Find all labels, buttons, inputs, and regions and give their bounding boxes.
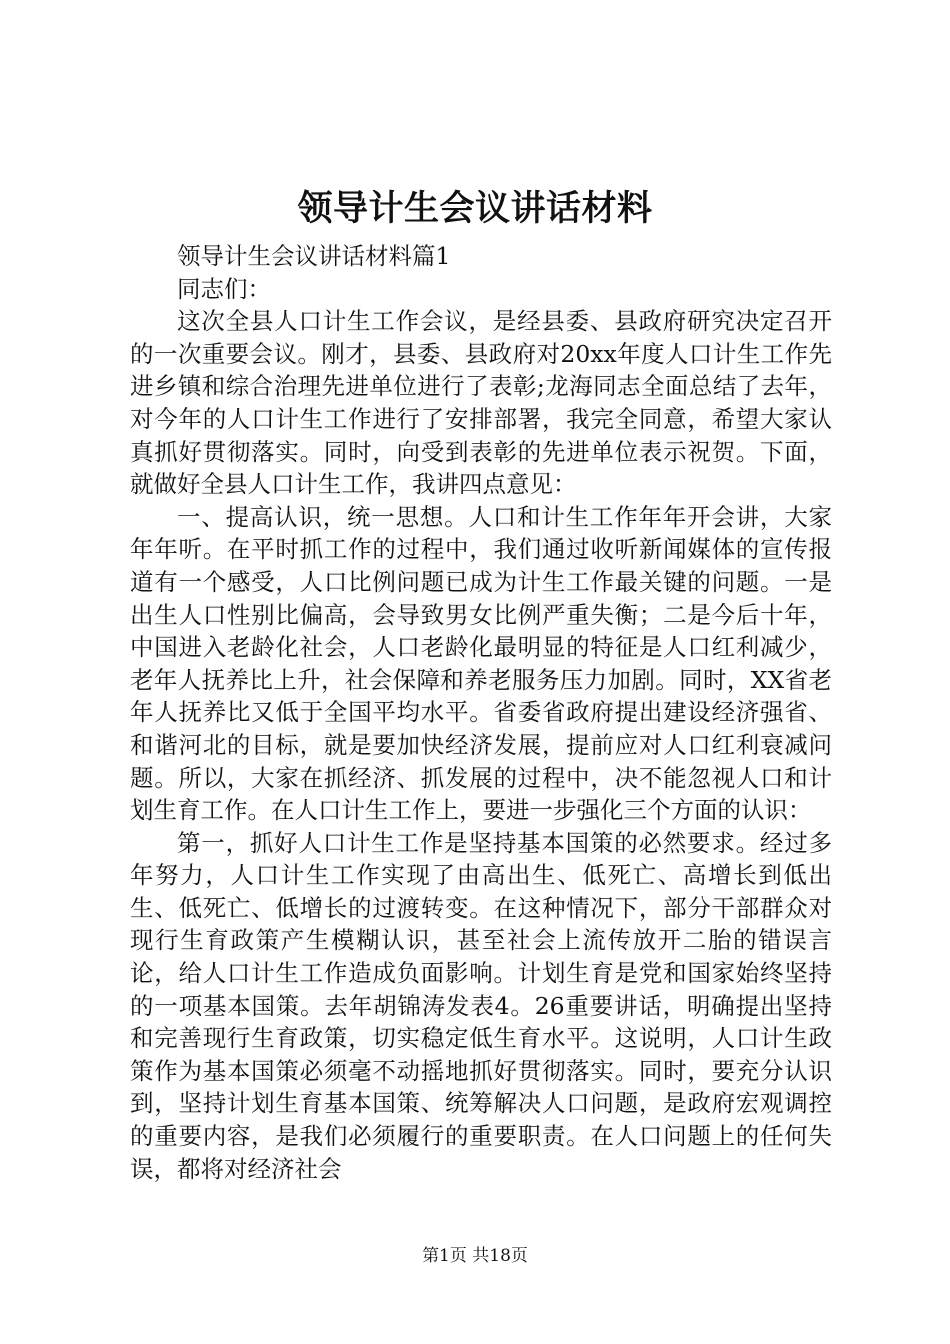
paragraph-3: 第一，抓好人口计生工作是坚持基本国策的必然要求。经过多年努力，人口计生工作实现了由高出生、低死亡、高增长到低出生、低死亡、低增长的过渡转变。在这种情况下，部分干部群众对现行生育政策产生模糊认识，甚至社会上流传放开二胎的错误言论，给人口计生工作造成负面影响。计划生育是党和国家始终坚持的一项基本国策。去年胡锦涛发表4。26重要讲话，明确提出坚持和完善现行生育政策，切实稳定低生育水平。这说明，人口计生政策作为基本国策必须毫不动摇地抓好贯彻落实。同时，要充分认识到，坚持计划生育基本国策、统筹解决人口问题，是政府宏观调控的重要内容，是我们必须履行的重要职责。在人口问题上的任何失误，都将对经济社会 [130,828,832,1183]
paragraph-1: 这次全县人口计生工作会议，是经县委、县政府研究决定召开的一次重要会议。刚才，县委、县政府对20xx年度人口计生工作先进乡镇和综合治理先进单位进行了表彰;龙海同志全面总结了去年，对今年的人口计生工作进行了安排部署，我完全同意，希望大家认真抓好贯彻落实。同时，向受到表彰的先进单位表示祝贺。下面，就做好全县人口计生工作，我讲四点意见： [130,307,832,499]
document-body [130,240,832,1185]
document-title: 领导计生会议讲话材料 [297,188,653,229]
page-footer: 第1页 共18页 [422,1246,528,1266]
document-subtitle: 领导计生会议讲话材料篇1 [177,242,451,270]
paragraph-2: 一、提高认识，统一思想。人口和计生工作年年开会讲，大家年年听。在平时抓工作的过程中，我们通过收听新闻媒体的宣传报道有一个感受，人口比例问题已成为计生工作最关键的问题。一是出生人口性别比偏高，会导致男女比例严重失衡；二是今后十年，中国进入老龄化社会，人口老龄化最明显的特征是人口红利减少，老年人抚养比上升，社会保障和养老服务压力加剧。同时，XX省老年人抚养比又低于全国平均水平。省委省政府提出建设经济强省、和谐河北的目标，就是要加快经济发展，提前应对人口红利衰减问题。所以，大家在抓经济、抓发展的过程中，决不能忽视人口和计划生育工作。在人口计生工作上，要进一步强化三个方面的认识： [130,502,832,825]
salutation: 同志们： [177,274,271,303]
